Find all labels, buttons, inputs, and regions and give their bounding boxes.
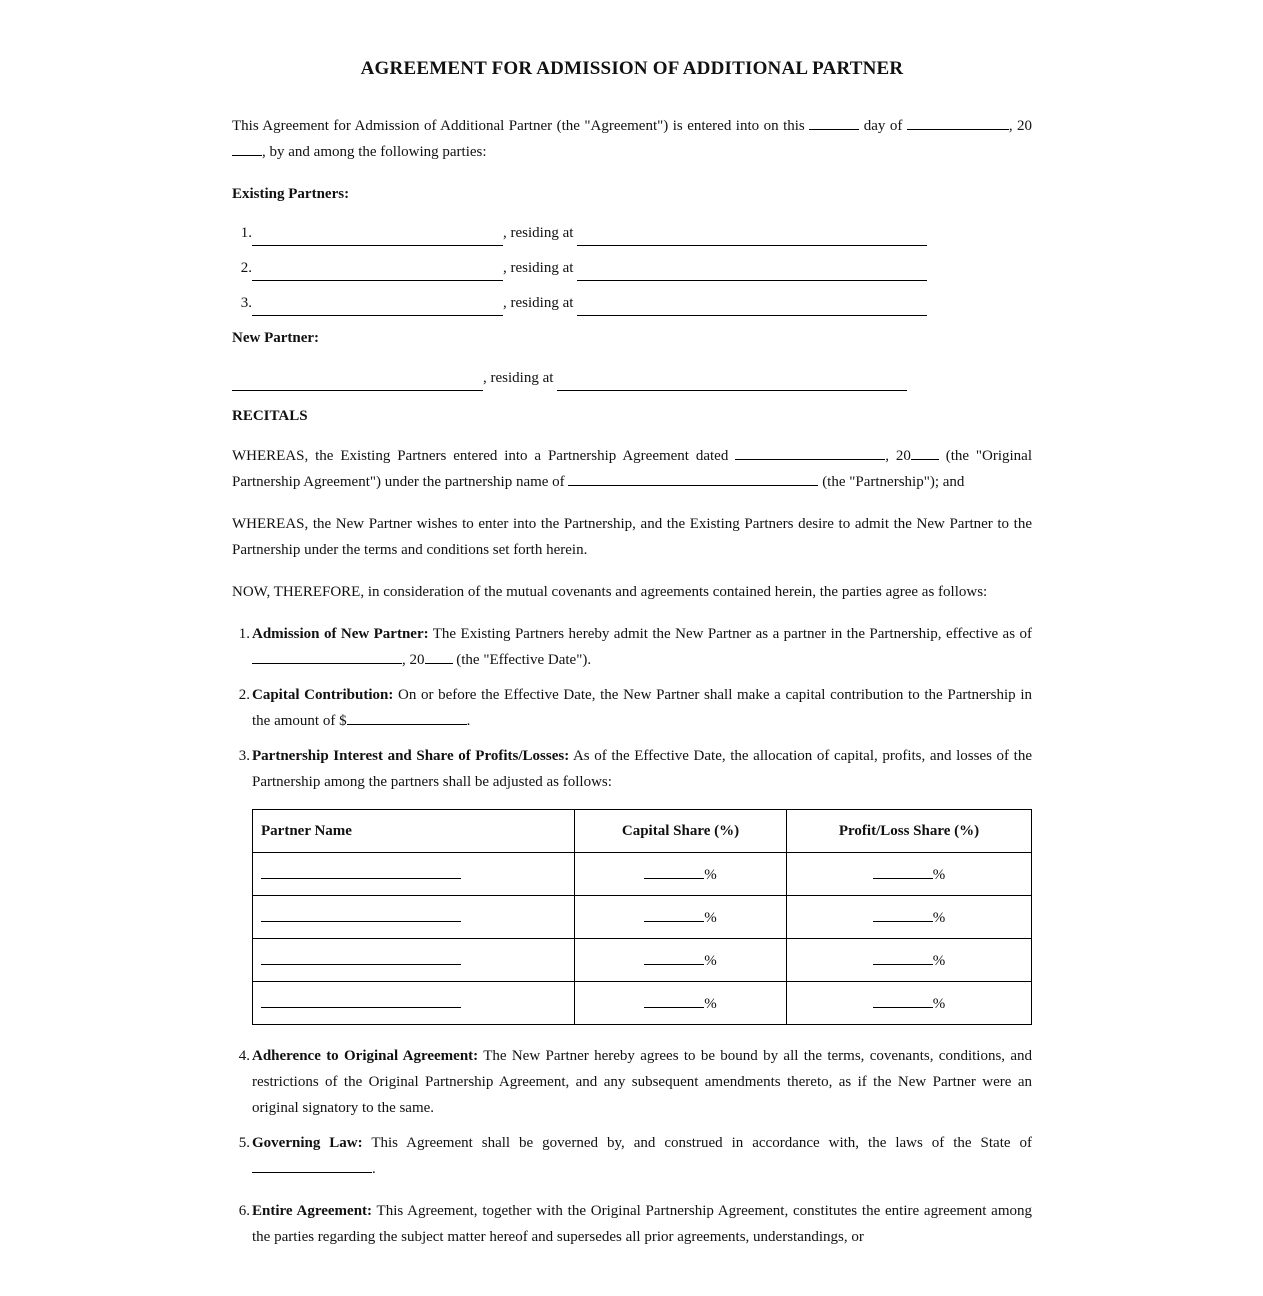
- partner-name-cell-blank[interactable]: [261, 993, 461, 1008]
- address-blank[interactable]: [577, 231, 927, 246]
- partner-name-blank[interactable]: [252, 231, 503, 246]
- address-blank[interactable]: [577, 301, 927, 316]
- percent-sign: %: [932, 953, 946, 969]
- residing-label: , residing at: [503, 260, 574, 276]
- row-number: 3.: [240, 295, 252, 311]
- existing-partner-row-1: [232, 220, 1032, 246]
- day-blank[interactable]: [809, 115, 859, 130]
- item-text: This Agreement, together with the Original Partnership Agreement, constitutes the entire agreement among the parties regarding the subject matter hereof and supersedes all prior agreements, understandings, or: [252, 1203, 1032, 1245]
- row-number: 2.: [240, 260, 252, 276]
- existing-partner-row-3: [232, 290, 1032, 316]
- intro-paragraph: [232, 113, 1032, 165]
- allocation-table: [252, 809, 1032, 1025]
- residing-label: , residing at: [483, 370, 554, 386]
- partner-name-cell-blank[interactable]: [261, 950, 461, 965]
- term-item-6: [232, 1198, 1032, 1250]
- table-header-row: [253, 810, 1032, 853]
- agreement-date-blank[interactable]: [735, 445, 885, 460]
- profit-share-blank[interactable]: [873, 907, 933, 922]
- state-blank[interactable]: [252, 1158, 372, 1173]
- capital-amount-blank[interactable]: [347, 710, 467, 725]
- whereas1-text-b: , 20: [885, 448, 911, 464]
- percent-sign: %: [932, 996, 946, 1012]
- document-title: AGREEMENT FOR ADMISSION OF ADDITIONAL PARTNER: [360, 58, 904, 79]
- header-capital-share: Capital Share (%): [575, 810, 787, 853]
- intro-text-2: day of: [863, 118, 903, 134]
- intro-text-1: This Agreement for Admission of Additional Partner (the "Agreement") is entered into on this: [232, 118, 805, 134]
- table-row: [253, 982, 1032, 1025]
- agreement-year-blank[interactable]: [911, 445, 939, 460]
- intro-text-4: , by and among the following parties:: [262, 144, 487, 160]
- item-text: The Existing Partners hereby admit the New Partner as a partner in the Partnership, effective as of: [428, 626, 1032, 642]
- item-text: As of the Effective Date, the allocation of capital, profits, and losses of the Partnership among the partners shall be adjusted as follows:: [252, 748, 1032, 790]
- recitals-heading: RECITALS: [232, 408, 308, 424]
- item-number: 6.: [238, 1203, 250, 1219]
- new-partner-name-blank[interactable]: [232, 376, 483, 391]
- new-partner-row: [232, 365, 1032, 391]
- item-text-b: .: [466, 713, 471, 729]
- whereas-paragraph-2: WHEREAS, the New Partner wishes to enter into the Partnership, and the Existing Partners desire to admit the New Partner to the Partnership under the terms and conditions set forth herein.: [232, 516, 1032, 558]
- term-item-2: [232, 682, 1032, 734]
- item-heading: Entire Agreement:: [252, 1203, 373, 1219]
- item-number: 4.: [238, 1048, 250, 1064]
- item-text: This Agreement shall be governed by, and construed in accordance with, the laws of the State of: [362, 1135, 1032, 1151]
- term-item-5: [232, 1130, 1032, 1182]
- partnership-name-blank[interactable]: [568, 471, 818, 486]
- item-heading: Capital Contribution:: [252, 687, 394, 703]
- partner-name-cell-blank[interactable]: [261, 907, 461, 922]
- residing-label: , residing at: [503, 295, 574, 311]
- whereas1-text-a: WHEREAS, the Existing Partners entered into a Partnership Agreement dated: [232, 448, 729, 464]
- partner-name-blank[interactable]: [252, 266, 503, 281]
- item-number: 2.: [238, 687, 250, 703]
- intro-text-3: , 20: [1008, 118, 1033, 134]
- capital-share-blank[interactable]: [644, 950, 704, 965]
- terms-list: [232, 621, 1032, 795]
- item-number: 3.: [238, 748, 250, 764]
- whereas1-text-c: (the "Original Partnership Agreement") under the partnership name of: [232, 448, 1033, 490]
- now-therefore-paragraph: NOW, THEREFORE, in consideration of the mutual covenants and agreements contained herein, the parties agree as follows:: [232, 584, 988, 600]
- whereas-paragraph-1: [232, 443, 1032, 495]
- term-item-4: [232, 1043, 1032, 1121]
- table-row: [253, 896, 1032, 939]
- term-item-1: [232, 621, 1032, 673]
- residing-label: , residing at: [503, 225, 574, 241]
- existing-partners-heading: Existing Partners:: [232, 186, 350, 202]
- percent-sign: %: [932, 867, 946, 883]
- percent-sign: %: [932, 910, 946, 926]
- profit-share-blank[interactable]: [873, 993, 933, 1008]
- percent-sign: %: [704, 910, 717, 926]
- item-number: 5.: [238, 1135, 250, 1151]
- whereas1-text-d: (the "Partnership"); and: [822, 474, 965, 490]
- terms-list-continued: [232, 1043, 1032, 1250]
- item-text: The New Partner hereby agrees to be bound by all the terms, covenants, conditions, and restrictions of the Original Partnership Agreement, and any subsequent amendments thereto, as if the New Partner were an original signatory to the same.: [252, 1048, 1033, 1116]
- capital-share-blank[interactable]: [644, 993, 704, 1008]
- item-text-c: (the "Effective Date").: [452, 652, 592, 668]
- table-row: [253, 939, 1032, 982]
- row-number: 1.: [240, 225, 252, 241]
- item-text: On or before the Effective Date, the New Partner shall make a capital contribution to the Partnership in the amount of $: [252, 687, 1032, 729]
- effective-year-blank[interactable]: [425, 649, 453, 664]
- item-heading: Admission of New Partner:: [252, 626, 429, 642]
- existing-partner-row-2: [232, 255, 1032, 281]
- document-page: [232, 0, 1032, 1250]
- item-heading: Partnership Interest and Share of Profits/Losses:: [252, 748, 570, 764]
- item-heading: Governing Law:: [252, 1135, 363, 1151]
- new-partner-address-blank[interactable]: [557, 376, 907, 391]
- capital-share-blank[interactable]: [644, 907, 704, 922]
- percent-sign: %: [704, 996, 717, 1012]
- address-blank[interactable]: [577, 266, 927, 281]
- year-blank[interactable]: [232, 141, 262, 156]
- profit-share-blank[interactable]: [873, 950, 933, 965]
- percent-sign: %: [704, 953, 717, 969]
- month-blank[interactable]: [907, 115, 1009, 130]
- item-text-b: , 20: [402, 652, 425, 668]
- term-item-3: [232, 743, 1032, 795]
- header-profit-loss-share: Profit/Loss Share (%): [787, 810, 1032, 853]
- effective-date-blank[interactable]: [252, 649, 402, 664]
- new-partner-heading: New Partner:: [232, 330, 320, 346]
- profit-share-blank[interactable]: [873, 864, 933, 879]
- item-heading: Adherence to Original Agreement:: [252, 1048, 479, 1064]
- item-text-b: .: [372, 1161, 376, 1177]
- partner-name-cell-blank[interactable]: [261, 864, 461, 879]
- capital-share-blank[interactable]: [644, 864, 704, 879]
- partner-name-blank[interactable]: [252, 301, 503, 316]
- item-number: 1.: [238, 626, 250, 642]
- table-row: [253, 853, 1032, 896]
- percent-sign: %: [704, 867, 717, 883]
- header-partner-name: Partner Name: [253, 810, 575, 853]
